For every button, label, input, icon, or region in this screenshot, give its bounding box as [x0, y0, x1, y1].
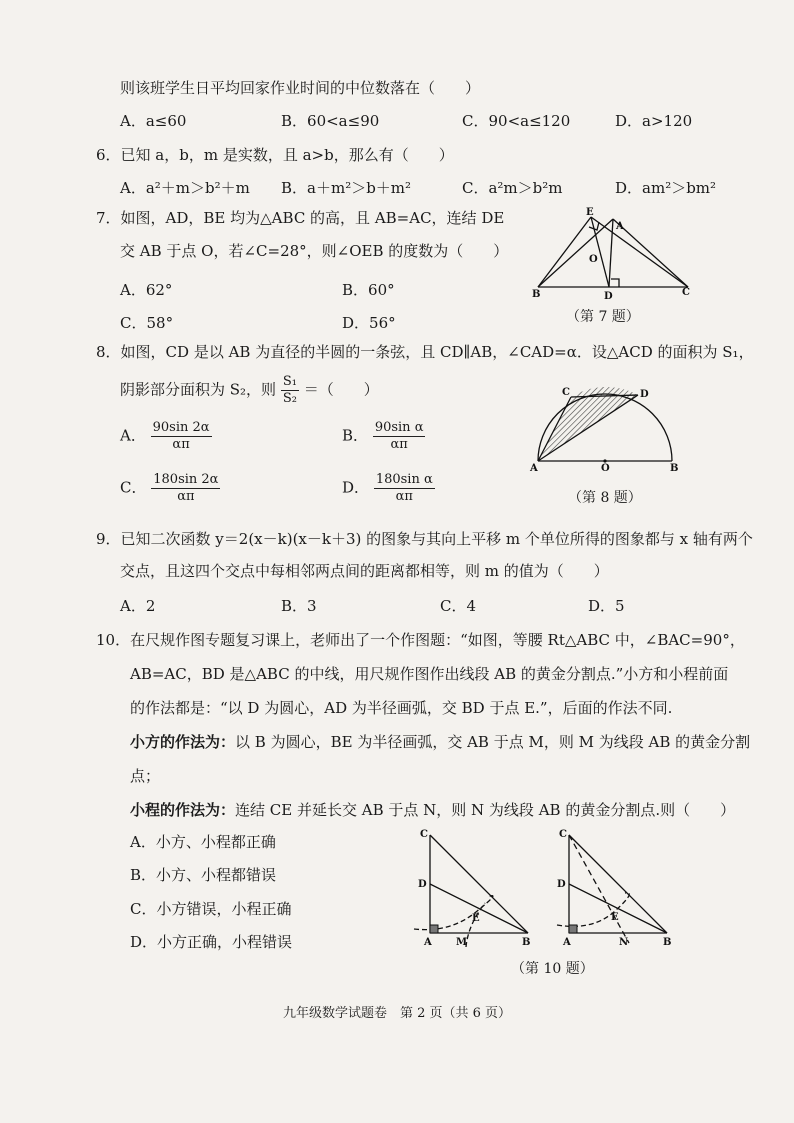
q9-option-d: D．5 — [588, 597, 625, 615]
q10-left-label-a: A — [424, 937, 432, 948]
q10-stem-line1: 10．在尺规作图专题复习课上，老师出了一个作图题：“如图，等腰 Rt△ABC 中，∠BAC=90°， — [96, 631, 745, 649]
q8-stem-suffix: ＝（ ） — [303, 380, 379, 399]
q8-stem-line2 — [120, 374, 379, 407]
q5-option-d: D．a>120 — [615, 112, 693, 130]
q7-option-d: D．56° — [342, 314, 396, 332]
q10-caption: （第 10 题） — [511, 961, 594, 977]
q10-left-label-c: C — [420, 829, 428, 840]
q7-label-c: C — [682, 287, 690, 298]
q10-right-label-e: E — [611, 912, 619, 923]
q10-option-a: A．小方、小程都正确 — [130, 833, 276, 851]
q10-stem-line3: 的作法都是：“以 D 为圆心，AD 为半径画弧，交 BD 于点 E.”，后面的作法不同. — [130, 699, 673, 717]
q8-caption: （第 8 题） — [568, 490, 642, 506]
q10-left-label-e: E — [472, 913, 480, 924]
q7-option-a: A．62° — [120, 281, 173, 299]
q8-option-b-letter: B． — [342, 426, 369, 445]
q8-option-c-letter: C． — [120, 478, 147, 497]
q10-right-label-b: B — [663, 937, 672, 948]
q10-figure-left — [410, 825, 535, 950]
q6-stem: 6．已知 a，b，m 是实数，且 a>b，那么有（ ） — [96, 146, 454, 164]
q10-right-label-a: A — [563, 937, 571, 948]
q7-label-e: E — [586, 207, 594, 218]
q8-option-a — [120, 420, 212, 453]
q10-option-b: B．小方、小程都错误 — [130, 866, 277, 884]
q10-left-label-d: D — [418, 879, 427, 890]
q10-cheng-label: 小程的作法为： — [130, 801, 236, 819]
q10-option-d: D．小方正确，小程错误 — [130, 933, 293, 951]
q8-label-d: D — [640, 389, 649, 400]
q8-option-d — [342, 472, 435, 505]
q6-option-b: B．a＋m²＞b＋m² — [281, 179, 412, 197]
q10-right-label-c: C — [559, 829, 567, 840]
q8-ratio-fraction — [281, 374, 299, 407]
q6-option-d: D．am²＞bm² — [615, 179, 717, 197]
q7-option-c: C．58° — [120, 314, 174, 332]
q8-shaded-region — [538, 387, 638, 461]
q8-option-c — [120, 472, 220, 505]
q8-option-d-num: 180sin α — [375, 472, 433, 487]
q8-option-b-num: 90sin α — [374, 420, 424, 435]
q5-option-b: B．60<a≤90 — [281, 112, 380, 130]
page-footer: 九年级数学试题卷 第 2 页（共 6 页） — [282, 1006, 512, 1021]
q8-option-c-num: 180sin 2α — [153, 472, 219, 487]
q10-cheng-method — [130, 800, 735, 820]
q7-stem-line2: 交 AB 于点 O，若∠C=28°，则∠OEB 的度数为（ ） — [120, 242, 509, 260]
q7-label-b: B — [532, 289, 541, 300]
q7-caption: （第 7 题） — [566, 309, 640, 325]
q9-option-b: B．3 — [281, 597, 317, 615]
q9-option-c: C．4 — [440, 597, 477, 615]
q7-label-o: O — [589, 254, 598, 265]
q10-fang-text: 以 B 为圆心，BE 为半径画弧，交 AB 于点 M，则 M 为线段 AB 的黄金分割 — [235, 733, 751, 751]
q8-option-c-den: απ — [177, 489, 195, 504]
q7-stem-line1: 7．如图，AD，BE 均为△ABC 的高，且 AB=AC，连结 DE — [96, 209, 505, 227]
q8-option-a-den: απ — [172, 437, 190, 452]
q8-option-d-letter: D． — [342, 478, 370, 497]
q8-option-a-num: 90sin 2α — [152, 420, 210, 435]
q10-figure-right — [553, 825, 678, 950]
q5-stem: 则该班学生日平均回家作业时间的中位数落在（ ） — [120, 79, 481, 97]
q10-left-label-b: B — [522, 937, 531, 948]
q8-ratio-numerator: S₁ — [282, 374, 297, 389]
q10-option-c: C．小方错误，小程正确 — [130, 900, 292, 918]
q6-option-a: A．a²＋m＞b²＋m — [120, 179, 250, 197]
q8-label-o: O — [601, 463, 610, 474]
q10-fang-label: 小方的作法为： — [130, 733, 236, 751]
q9-stem-line2: 交点，且这四个交点中每相邻两点间的距离都相等，则 m 的值为（ ） — [120, 562, 609, 580]
q8-label-b: B — [670, 463, 679, 474]
q8-option-b-den: απ — [390, 437, 408, 452]
q8-stem-prefix: 阴影部分面积为 S₂，则 — [120, 380, 277, 399]
q8-option-b — [342, 420, 425, 453]
q8-option-a-letter: A． — [120, 426, 146, 445]
q5-option-c: C．90<a≤120 — [462, 112, 571, 130]
q9-stem-line1: 9．已知二次函数 y＝2(x－k)(x－k＋3) 的图象与其向上平移 m 个单位所得的图象都与 x 轴有两个 — [96, 530, 753, 548]
q10-cheng-text: 连结 CE 并延长交 AB 于点 N，则 N 为线段 AB 的黄金分割点.则（ ） — [235, 801, 736, 819]
q8-label-c: C — [562, 387, 570, 398]
q8-ratio-denominator: S₂ — [282, 391, 297, 406]
q8-option-d-den: απ — [395, 489, 413, 504]
q10-right-label-d: D — [557, 879, 566, 890]
q6-option-c: C．a²m＞b²m — [462, 179, 563, 197]
q10-fang-method-cont: 点； — [130, 767, 161, 785]
q9-option-a: A．2 — [120, 597, 156, 615]
q7-option-b: B．60° — [342, 281, 395, 299]
q5-option-a: A．a≤60 — [120, 112, 187, 130]
q8-figure — [528, 383, 688, 473]
q7-label-a: A — [616, 221, 624, 232]
q7-label-d: D — [604, 291, 613, 302]
q10-stem-line2: AB=AC，BD 是△ABC 的中线，用尺规作图作出线段 AB 的黄金分割点.”小方和小程前面 — [130, 665, 729, 683]
q7-figure — [530, 205, 700, 300]
q10-left-label-m: M — [456, 937, 468, 948]
q8-stem-line1: 8．如图，CD 是以 AB 为直径的半圆的一条弦，且 CD∥AB，∠CAD=α．设△ACD 的面积为 S₁， — [96, 343, 754, 361]
q10-right-label-n: N — [619, 937, 629, 948]
q10-fang-method — [130, 732, 750, 752]
q8-label-a: A — [530, 463, 538, 474]
